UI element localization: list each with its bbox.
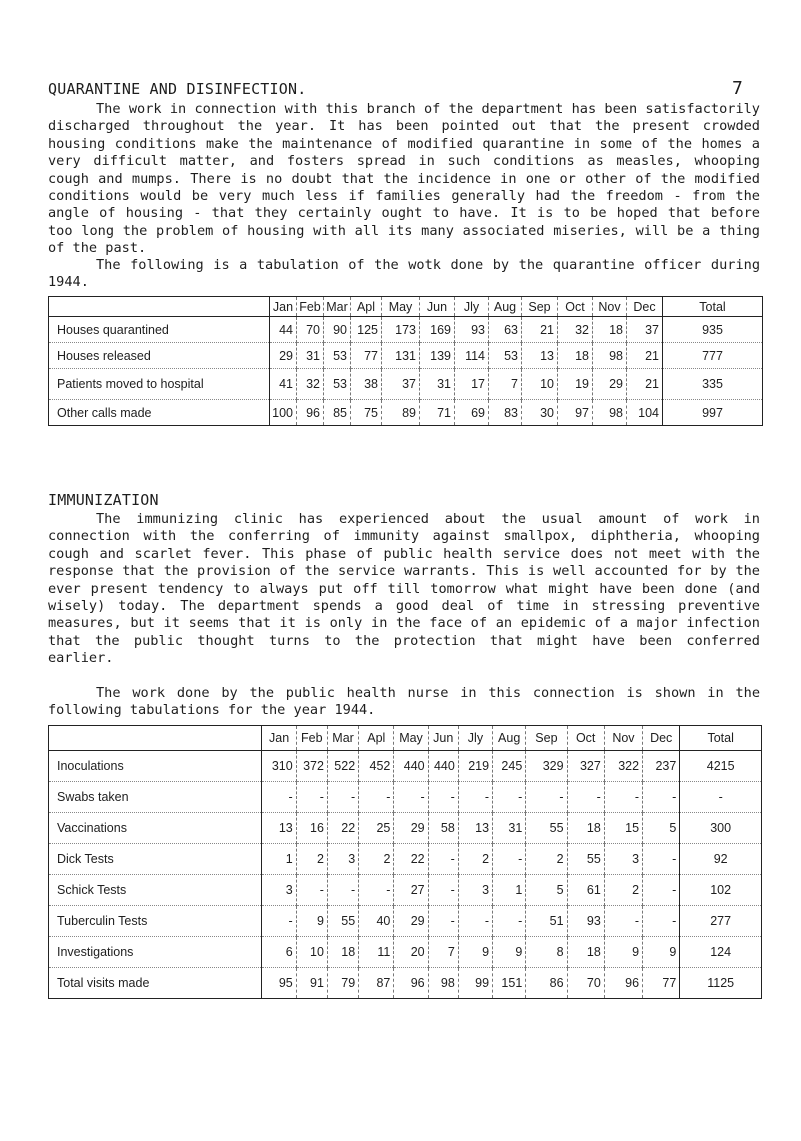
table-cell: 96	[297, 400, 324, 426]
table-cell: -	[643, 782, 680, 813]
table-row	[49, 317, 763, 343]
table-cell: 97	[558, 400, 593, 426]
immunization-paragraph-2	[48, 685, 760, 720]
table-cell: 96	[604, 968, 642, 999]
table-cell: 89	[382, 400, 420, 426]
table-cell: 18	[558, 343, 593, 369]
header-month: Jly	[458, 726, 492, 751]
header-month: Feb	[296, 726, 327, 751]
table-cell: 90	[324, 317, 351, 343]
table-cell: 22	[394, 844, 428, 875]
table-cell: 21	[627, 343, 663, 369]
table-cell: 8	[526, 937, 567, 968]
table-cell: -	[493, 906, 526, 937]
table-cell: 53	[489, 343, 522, 369]
table-cell: 70	[297, 317, 324, 343]
table-cell: 29	[394, 813, 428, 844]
table-cell: 245	[493, 751, 526, 782]
table-cell: 61	[567, 875, 604, 906]
table-cell: -	[428, 844, 458, 875]
immunization-table	[48, 725, 762, 999]
table-cell: 21	[627, 369, 663, 400]
table-cell: 219	[458, 751, 492, 782]
table-cell: 93	[455, 317, 489, 343]
table-row	[49, 968, 762, 999]
header-blank-cell	[49, 726, 262, 751]
table-cell: 44	[270, 317, 297, 343]
header-month: Jan	[270, 297, 297, 317]
table-cell: 131	[382, 343, 420, 369]
table-header-row	[49, 297, 763, 317]
header-month: Dec	[643, 726, 680, 751]
header-blank-cell	[49, 297, 270, 317]
table-cell: 27	[394, 875, 428, 906]
table-cell: 69	[455, 400, 489, 426]
row-total: 277	[680, 906, 762, 937]
table-cell: 55	[526, 813, 567, 844]
table-cell: 114	[455, 343, 489, 369]
row-label: Houses released	[49, 343, 270, 369]
table-cell: 51	[526, 906, 567, 937]
table-cell: 5	[526, 875, 567, 906]
table-cell: 18	[567, 937, 604, 968]
table-cell: 3	[604, 844, 642, 875]
table-cell: 96	[394, 968, 428, 999]
row-label: Tuberculin Tests	[49, 906, 262, 937]
table-cell: 31	[493, 813, 526, 844]
table-row	[49, 369, 763, 400]
table-row	[49, 844, 762, 875]
table-cell: -	[458, 906, 492, 937]
header-month: Sep	[522, 297, 558, 317]
table-cell: 2	[359, 844, 394, 875]
table-cell: 125	[351, 317, 382, 343]
table-cell: 83	[489, 400, 522, 426]
table-cell: 322	[604, 751, 642, 782]
table-row	[49, 400, 763, 426]
table-cell: 41	[270, 369, 297, 400]
row-label: Inoculations	[49, 751, 262, 782]
table-cell: 40	[359, 906, 394, 937]
page-number: 7	[732, 78, 743, 99]
table-cell: 522	[327, 751, 358, 782]
row-total: 124	[680, 937, 762, 968]
row-total: 997	[663, 400, 763, 426]
row-total: 102	[680, 875, 762, 906]
table-cell: 151	[493, 968, 526, 999]
row-label: Total visits made	[49, 968, 262, 999]
table-cell: -	[327, 875, 358, 906]
row-label: Dick Tests	[49, 844, 262, 875]
quarantine-paragraph-2-text: The following is a tabulation of the wotk done by the quarantine officer during 1944.	[48, 257, 760, 291]
table-row	[49, 875, 762, 906]
quarantine-paragraph-1-text: The work in connection with this branch of the department has been satisfactorily discharged throughout the year. It has been pointed out that the present crowded housing conditions make the maintenance of modified quarantine in some of the homes a very difficult matter, and fosters spread in such conditions as measles, whooping cough and mumps. There is no doubt that the incidence in one or other of the modified conditions would be very much less if families generally had the freedom - from the angle of housing - that they certainly ought to have. It is to be hoped that before too long the problem of housing with all its many associated miseries, will be a thing of the past.	[48, 101, 760, 257]
table-cell: 99	[458, 968, 492, 999]
row-total: 92	[680, 844, 762, 875]
table-cell: 10	[522, 369, 558, 400]
table-cell: -	[458, 782, 492, 813]
table-cell: 37	[382, 369, 420, 400]
table-cell: 452	[359, 751, 394, 782]
immunization-heading: IMMUNIZATION	[48, 491, 159, 509]
table-cell: 25	[359, 813, 394, 844]
table-cell: 91	[296, 968, 327, 999]
header-month: Jly	[455, 297, 489, 317]
header-month: Aug	[489, 297, 522, 317]
table-cell: 29	[394, 906, 428, 937]
table-cell: 79	[327, 968, 358, 999]
table-cell: 98	[593, 400, 627, 426]
table-cell: 98	[593, 343, 627, 369]
table-cell: 86	[526, 968, 567, 999]
quarantine-table	[48, 296, 763, 426]
row-total: 777	[663, 343, 763, 369]
table-cell: 2	[604, 875, 642, 906]
table-row	[49, 813, 762, 844]
table-cell: -	[567, 782, 604, 813]
table-cell: 11	[359, 937, 394, 968]
table-cell: 71	[420, 400, 455, 426]
table-cell: -	[493, 782, 526, 813]
row-label: Swabs taken	[49, 782, 262, 813]
table-cell: 3	[327, 844, 358, 875]
table-cell: -	[428, 906, 458, 937]
table-cell: 30	[522, 400, 558, 426]
table-cell: 173	[382, 317, 420, 343]
table-row	[49, 937, 762, 968]
header-month: Nov	[593, 297, 627, 317]
table-cell: -	[296, 782, 327, 813]
immunization-paragraph-2-text: The work done by the public health nurse in this connection is shown in the following tabulations for the year 1944.	[48, 685, 760, 719]
header-month: Feb	[297, 297, 324, 317]
table-cell: 7	[428, 937, 458, 968]
row-total: 335	[663, 369, 763, 400]
header-total: Total	[663, 297, 763, 317]
table-cell: 53	[324, 369, 351, 400]
table-cell: 38	[351, 369, 382, 400]
table-cell: 3	[262, 875, 296, 906]
table-row	[49, 906, 762, 937]
table-cell: 5	[643, 813, 680, 844]
table-cell: 29	[593, 369, 627, 400]
row-label: Houses quarantined	[49, 317, 270, 343]
header-month: Oct	[558, 297, 593, 317]
table-cell: 440	[394, 751, 428, 782]
table-cell: 55	[327, 906, 358, 937]
table-cell: 18	[327, 937, 358, 968]
table-cell: 37	[627, 317, 663, 343]
table-cell: 7	[489, 369, 522, 400]
row-label: Other calls made	[49, 400, 270, 426]
header-month: Oct	[567, 726, 604, 751]
table-cell: 9	[604, 937, 642, 968]
header-month: Aug	[493, 726, 526, 751]
table-cell: -	[262, 906, 296, 937]
table-cell: 139	[420, 343, 455, 369]
table-cell: -	[327, 782, 358, 813]
table-cell: 55	[567, 844, 604, 875]
table-cell: 87	[359, 968, 394, 999]
table-cell: 2	[296, 844, 327, 875]
table-cell: 22	[327, 813, 358, 844]
table-cell: 85	[324, 400, 351, 426]
row-total: -	[680, 782, 762, 813]
table-cell: -	[643, 875, 680, 906]
immunization-paragraph-1-text: The immunizing clinic has experienced about the usual amount of work in connection with the conferring of immunity against smallpox, diphtheria, whooping cough and scarlet fever. This phase of public health service does not meet with the response that the provision of the service warrants. This is well accounted for by the ever present tendency to always put off till tomorrow what might have been done (and wisely) today. The department spends a good deal of time in stressing preventive measures, but it seems that it is only in the face of an epidemic of a major infection that the public thought turns to the protection that might have been conferred earlier.	[48, 511, 760, 667]
header-month: Dec	[627, 297, 663, 317]
table-cell: 1	[493, 875, 526, 906]
table-cell: -	[359, 782, 394, 813]
row-total: 4215	[680, 751, 762, 782]
table-cell: -	[526, 782, 567, 813]
quarantine-paragraph-2	[48, 257, 760, 292]
table-cell: 100	[270, 400, 297, 426]
table-cell: 93	[567, 906, 604, 937]
table-cell: 13	[522, 343, 558, 369]
table-cell: 16	[296, 813, 327, 844]
header-month: Apl	[351, 297, 382, 317]
table-cell: -	[643, 844, 680, 875]
table-cell: 6	[262, 937, 296, 968]
table-cell: 13	[262, 813, 296, 844]
table-cell: -	[359, 875, 394, 906]
table-cell: 53	[324, 343, 351, 369]
table-cell: -	[394, 782, 428, 813]
header-month: Jun	[428, 726, 458, 751]
row-total: 300	[680, 813, 762, 844]
row-label: Patients moved to hospital	[49, 369, 270, 400]
table-cell: 3	[458, 875, 492, 906]
header-month: Apl	[359, 726, 394, 751]
table-cell: 70	[567, 968, 604, 999]
table-cell: 13	[458, 813, 492, 844]
table-row	[49, 343, 763, 369]
immunization-paragraph-1	[48, 511, 760, 668]
table-cell: 17	[455, 369, 489, 400]
table-row	[49, 751, 762, 782]
header-month: May	[382, 297, 420, 317]
table-cell: 327	[567, 751, 604, 782]
table-cell: -	[428, 875, 458, 906]
table-cell: -	[296, 875, 327, 906]
row-label: Vaccinations	[49, 813, 262, 844]
table-cell: 98	[428, 968, 458, 999]
table-cell: 77	[351, 343, 382, 369]
table-cell: 32	[297, 369, 324, 400]
table-cell: 15	[604, 813, 642, 844]
table-cell: -	[643, 906, 680, 937]
table-cell: 75	[351, 400, 382, 426]
table-cell: 104	[627, 400, 663, 426]
table-cell: 372	[296, 751, 327, 782]
table-cell: 2	[458, 844, 492, 875]
table-cell: -	[493, 844, 526, 875]
header-month: Jan	[262, 726, 296, 751]
header-month: Mar	[324, 297, 351, 317]
table-cell: 63	[489, 317, 522, 343]
table-cell: 58	[428, 813, 458, 844]
table-cell: 2	[526, 844, 567, 875]
table-cell: -	[262, 782, 296, 813]
table-cell: 29	[270, 343, 297, 369]
table-cell: 1	[262, 844, 296, 875]
header-month: Nov	[604, 726, 642, 751]
table-cell: 31	[420, 369, 455, 400]
table-cell: 19	[558, 369, 593, 400]
table-header-row	[49, 726, 762, 751]
table-cell: 95	[262, 968, 296, 999]
header-month: Mar	[327, 726, 358, 751]
table-cell: 440	[428, 751, 458, 782]
table-cell: 77	[643, 968, 680, 999]
row-label: Schick Tests	[49, 875, 262, 906]
header-month: Jun	[420, 297, 455, 317]
table-cell: -	[428, 782, 458, 813]
table-cell: 237	[643, 751, 680, 782]
table-cell: 9	[458, 937, 492, 968]
table-cell: 32	[558, 317, 593, 343]
quarantine-heading: QUARANTINE AND DISINFECTION.	[48, 80, 307, 98]
table-cell: 21	[522, 317, 558, 343]
table-cell: 169	[420, 317, 455, 343]
table-cell: -	[604, 906, 642, 937]
table-cell: -	[604, 782, 642, 813]
row-label: Investigations	[49, 937, 262, 968]
table-cell: 329	[526, 751, 567, 782]
table-cell: 9	[493, 937, 526, 968]
table-cell: 310	[262, 751, 296, 782]
header-total: Total	[680, 726, 762, 751]
table-row	[49, 782, 762, 813]
table-cell: 31	[297, 343, 324, 369]
quarantine-paragraph-1	[48, 101, 760, 258]
table-cell: 20	[394, 937, 428, 968]
table-cell: 18	[593, 317, 627, 343]
header-month: May	[394, 726, 428, 751]
row-total: 935	[663, 317, 763, 343]
header-month: Sep	[526, 726, 567, 751]
table-cell: 9	[643, 937, 680, 968]
table-cell: 10	[296, 937, 327, 968]
table-cell: 9	[296, 906, 327, 937]
table-cell: 18	[567, 813, 604, 844]
row-total: 1125	[680, 968, 762, 999]
